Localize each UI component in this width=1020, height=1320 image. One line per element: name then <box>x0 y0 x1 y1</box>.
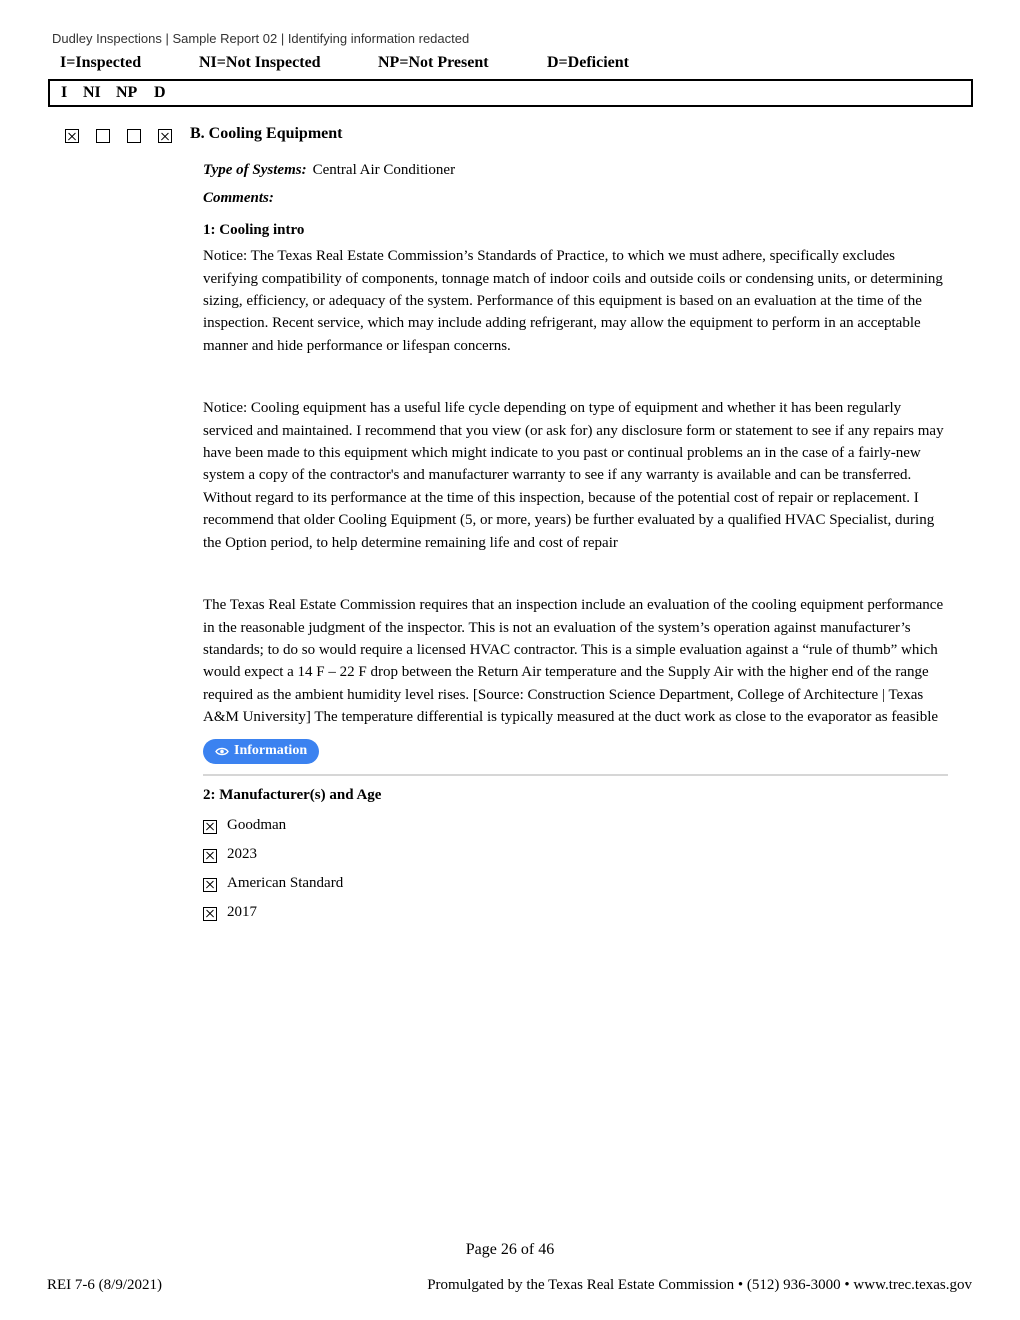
notice-paragraph-life-cycle: Notice: Cooling equipment has a useful life cycle depending on type of equipment and whether it has been regularly serviced and maintained. I recommend that you view (or ask for) any disclosure form or statement to see if any repairs may have been made to this equipment which might indicate to you past or continual problems an in the case of a fairly-new system a copy of the contractor's and manufacturer warranty to see if any warranty is available and can be transferred. Without regard to its performance at the time of this inspection, because of the potential cost of repair or replacement. I recommend that older Cooling Equipment (5, or more, years) be further evaluated by a qualified HVAC Specialist, during the Option period, to help determine remaining life and cost of repair <box>203 400 944 551</box>
column-d: D <box>154 84 166 101</box>
cooling-intro-title: 1: Cooling intro <box>203 221 305 238</box>
not-present-checkbox[interactable] <box>127 129 141 143</box>
legend-deficient: D=Deficient <box>547 54 629 71</box>
section-title: B. Cooling Equipment <box>190 125 343 142</box>
information-badge[interactable] <box>203 739 319 764</box>
manufacturer-item <box>203 901 948 930</box>
column-i: I <box>61 84 68 101</box>
page-number: Page 26 of 46 <box>465 1241 555 1258</box>
manufacturer-item <box>203 814 948 843</box>
manufacturer-checkbox[interactable] <box>203 878 217 892</box>
manufacturer-item <box>203 843 948 872</box>
manufacturer-checkbox[interactable] <box>203 820 217 834</box>
divider <box>203 774 948 776</box>
comments-label: Comments: <box>203 190 274 207</box>
type-of-systems-value: Central Air Conditioner <box>312 162 456 178</box>
information-badge-label: Information <box>234 742 308 758</box>
section-content <box>203 159 948 930</box>
manufacturer-list <box>203 814 948 930</box>
manufacturer-item-label: 2023 <box>227 845 257 862</box>
notice-paragraph-standards: Notice: The Texas Real Estate Commission’s Standards of Practice, to which we must adhere, specifically excludes verifying compatibility of components, tonnage match of indoor coils and outside coils or condensing units, or determining sizing, efficiency, or adequacy of the system. Performance of this equipment is based on an evaluation at the time of the inspection. Recent service, which may include adding refrigerant, may allow the equipment to perform in an acceptable manner and hide performance or lifespan concerns. <box>203 248 943 354</box>
legend-not-inspected: NI=Not Inspected <box>199 54 321 71</box>
inspected-checkbox[interactable] <box>65 129 79 143</box>
manufacturer-item-label: Goodman <box>227 816 287 833</box>
eye-icon <box>215 747 229 756</box>
manufacturer-item-label: 2017 <box>227 903 257 920</box>
legend-not-present: NP=Not Present <box>378 54 489 71</box>
manufacturer-title: 2: Manufacturer(s) and Age <box>203 786 382 803</box>
type-of-systems <box>203 159 948 181</box>
manufacturer-item-label: American Standard <box>227 874 344 891</box>
deficient-checkbox[interactable] <box>158 129 172 143</box>
evaluation-paragraph: The Texas Real Estate Commission requires that an inspection include an evaluation of the cooling equipment performance in the reasonable judgment of the inspector. This is not an evaluation of the system’s operation against manufacturer’s standards; to do so would require a licensed HVAC contractor. This is a simple evaluation against a “rule of thumb” which would expect a 14 F – 22 F drop between the Return Air temperature and the Supply Air with the higher end of the range required as the ambient humidity level rises. [Source: Construction Science Department, College of Architecture | Texas A&M University] The temperature differential is typically measured at the duct work as close to the evaporator as feasible <box>203 597 944 726</box>
column-ni: NI <box>83 84 101 101</box>
type-of-systems-label: Type of Systems: <box>203 162 307 178</box>
report-header: Dudley Inspections | Sample Report 02 | Identifying information redacted <box>52 31 470 46</box>
promulgated-line: Promulgated by the Texas Real Estate Commission • (512) 936-3000 • www.trec.texas.gov <box>427 1277 972 1293</box>
manufacturer-item <box>203 872 948 901</box>
manufacturer-checkbox[interactable] <box>203 907 217 921</box>
not-inspected-checkbox[interactable] <box>96 129 110 143</box>
column-header-box <box>48 79 973 107</box>
manufacturer-checkbox[interactable] <box>203 849 217 863</box>
column-np: NP <box>116 84 138 101</box>
legend-inspected: I=Inspected <box>60 54 142 71</box>
form-id: REI 7-6 (8/9/2021) <box>47 1277 162 1293</box>
